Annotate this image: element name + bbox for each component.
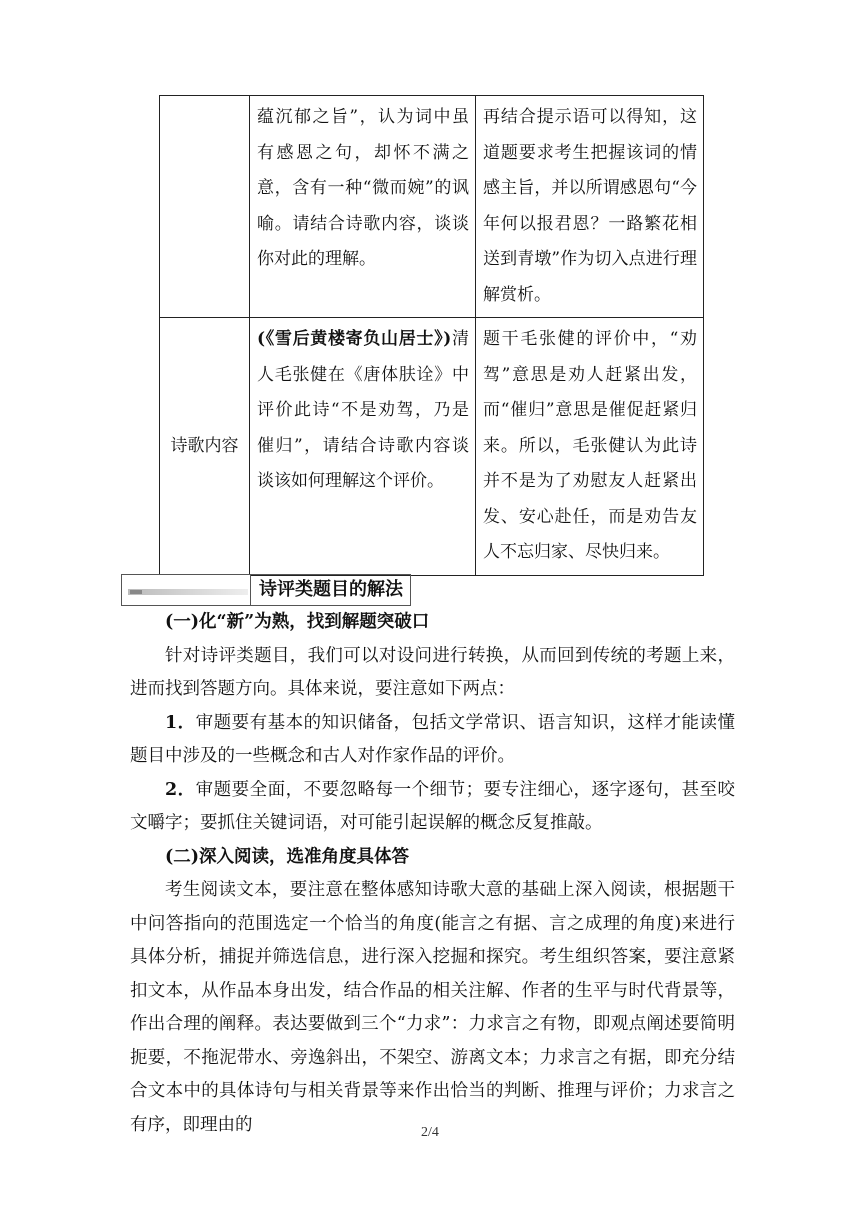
- page-number: 2/4: [421, 1125, 439, 1140]
- section-body: [130, 606, 735, 1142]
- subheading: (一)化“新”为熟，找到解题突破口: [165, 612, 430, 632]
- analysis-cell: [476, 318, 704, 576]
- question-cell: [250, 318, 476, 576]
- section-header: [121, 574, 411, 606]
- question-cell: [250, 96, 476, 318]
- category-cell: 诗歌内容: [160, 318, 250, 576]
- subheading: (二)深入阅读，选准角度具体答: [165, 846, 410, 867]
- table-row: [160, 96, 704, 318]
- paragraph: 针对诗评类题目，我们可以对设问进行转换，从而回到传统的考题上来，进而找到答题方向。具体来说，要注意如下两点：: [130, 645, 735, 699]
- table-row: [160, 318, 704, 576]
- question-text: 蕴沉郁之旨”，认为词中虽有感恩之句，却怀不满之意，含有一种“微而婉”的讽喻。请结合诗歌内容，谈谈你对此的理解。: [257, 107, 469, 269]
- question-text: 清人毛张健在《唐体肤诠》中评价此诗“不是劝驾，乃是催归”，请结合诗歌内容谈谈该如何理解这个评价。: [257, 329, 469, 491]
- section-title: 诗评类题目的解法: [251, 574, 411, 606]
- list-number: 1．: [165, 712, 196, 733]
- poem-title: (《雪后黄楼寄负山居士》): [257, 329, 452, 349]
- paragraph: 考生阅读文本，要注意在整体感知诗歌大意的基础上深入阅读，根据题干中问答指向的范围选定一个恰当的角度(能言之有据、言之成理的角度)来进行具体分析，捕捉并筛选信息，进行深入挖掘和探究。考生组织答案，要注意紧扣文本，从作品本身出发，结合作品的相关注解、作者的生平与时代背景等，作出合理的阐释。表达要做到三个“力求”：力求言之有物，即观点阐述要简明扼要，不拖泥带水、旁逸斜出，不架空、游离文本；力求言之有据，即充分结合文本中的具体诗句与相关背景等来作出恰当的判断、推理与评价；力求言之有序，即理由的: [130, 880, 735, 1135]
- section-decoration: [121, 574, 251, 606]
- analysis-text: 再结合提示语可以得知，这道题要求考生把握该词的情感主旨，并以所谓感恩句“今年何以报君恩？一路繁花相送到青墩”作为切入点进行理解赏析。: [483, 107, 697, 305]
- category-cell: [160, 96, 250, 318]
- analysis-text: 题干毛张健的评价中，“劝驾”意思是劝人赶紧出发，而“催归”意思是催促赶紧归来。所以，毛张健认为此诗并不是为了劝慰友人赶紧出发、安心赴任，而是劝告友人不忘归家、尽快归来。: [483, 329, 697, 562]
- analysis-cell: [476, 96, 704, 318]
- question-analysis-table: [159, 95, 704, 576]
- paragraph: 1．审题要有基本的知识储备，包括文学常识、语言知识，这样才能读懂题目中涉及的一些概念和古人对作家作品的评价。: [130, 712, 735, 766]
- list-number: 2．: [165, 779, 196, 800]
- paragraph: 2．审题要全面，不要忽略每一个细节；要专注细心，逐字逐句，甚至咬文嚼字；要抓住关键词语，对可能引起误解的概念反复推敲。: [130, 779, 735, 833]
